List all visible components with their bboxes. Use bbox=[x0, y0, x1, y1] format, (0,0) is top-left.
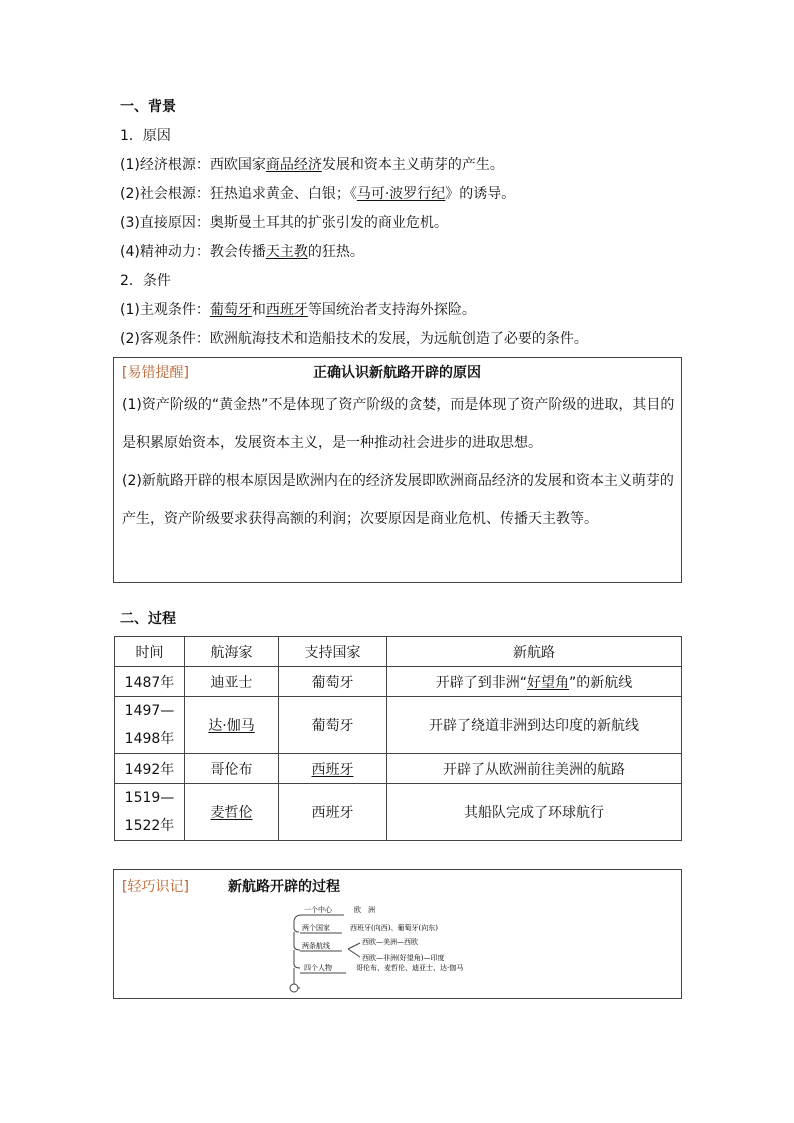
tip-title: 正确认识新航路开辟的原因 bbox=[313, 365, 481, 381]
memo-tag: [轻巧识记] bbox=[122, 879, 189, 895]
table-row bbox=[115, 784, 682, 841]
section-heading-process: 二、过程 bbox=[120, 611, 176, 627]
cell-country: 西班牙 bbox=[279, 754, 387, 784]
table-row bbox=[115, 754, 682, 784]
header-route: 新航路 bbox=[387, 637, 682, 667]
cell-route: 开辟了绕道非洲到达印度的新航线 bbox=[387, 697, 682, 754]
voyages-table bbox=[114, 636, 682, 841]
mind-map-node-value: 西班牙(向西)、葡萄牙(向东) bbox=[350, 924, 438, 932]
mind-map-diagram bbox=[114, 870, 681, 998]
mind-map-node-label: 两个国家 bbox=[302, 924, 330, 932]
mind-map-node-value: 欧 洲 bbox=[354, 906, 375, 914]
cell-country: 西班牙 bbox=[279, 784, 387, 841]
mind-map-node-label: 一个中心 bbox=[304, 906, 332, 914]
mind-map-node-label: 四个人物 bbox=[304, 964, 332, 972]
condition-line-1: (1)主观条件：葡萄牙和西班牙等国统治者支持海外探险。 bbox=[120, 302, 476, 318]
header-country: 支持国家 bbox=[279, 637, 387, 667]
reason-line-2: (2)社会根源：狂热追求黄金、白银；《马可·波罗行纪》的诱导。 bbox=[120, 186, 516, 202]
tip-tag: [易错提醒] bbox=[122, 365, 189, 381]
reason-line-4: (4)精神动力：教会传播天主教的狂热。 bbox=[120, 244, 364, 260]
mind-map-node-value: 哥伦布、麦哲伦、迪亚士、达·伽马 bbox=[356, 964, 464, 972]
cell-navigator: 迪亚士 bbox=[185, 667, 279, 697]
table-row bbox=[115, 667, 682, 697]
cell-time: 1497—1498年 bbox=[115, 697, 185, 754]
mind-map-root bbox=[290, 984, 298, 992]
subheading-reasons: 1．原因 bbox=[120, 128, 171, 144]
tip-box bbox=[113, 357, 682, 583]
table-header-row bbox=[115, 637, 682, 667]
reason-line-1: (1)经济根源：西欧国家商品经济发展和资本主义萌芽的产生。 bbox=[120, 157, 504, 173]
memo-title: 新航路开辟的过程 bbox=[228, 879, 340, 895]
cell-navigator: 哥伦布 bbox=[185, 754, 279, 784]
cell-navigator: 麦哲伦 bbox=[185, 784, 279, 841]
reason-line-3: (3)直接原因：奥斯曼土耳其的扩张引发的商业危机。 bbox=[120, 215, 448, 231]
cell-route: 其船队完成了环球航行 bbox=[387, 784, 682, 841]
cell-country: 葡萄牙 bbox=[279, 667, 387, 697]
table-row bbox=[115, 697, 682, 754]
mind-map-route: 西欧—美洲—西欧 bbox=[362, 938, 418, 946]
condition-line-2: (2)客观条件：欧洲航海技术和造船技术的发展，为远航创造了必要的条件。 bbox=[120, 331, 588, 347]
section-heading-background: 一、背景 bbox=[120, 99, 176, 115]
tip-paragraph-2: (2)新航路开辟的根本原因是欧洲内在的经济发展即欧洲商品经济的发展和资本主义萌芽的产生，资产阶级要求获得高额的利润；次要原因是商业危机、传播天主教等。 bbox=[122, 473, 674, 527]
tip-paragraph-1: (1)资产阶级的“黄金热”不是体现了资产阶级的贪婪，而是体现了资产阶级的进取，其目的是积累原始资本，发展资本主义，是一种推动社会进步的进取思想。 bbox=[122, 397, 675, 451]
mind-map-node-label: 两条航线 bbox=[302, 942, 330, 950]
header-time: 时间 bbox=[115, 637, 185, 667]
cell-route: 开辟了从欧洲前往美洲的航路 bbox=[387, 754, 682, 784]
cell-time: 1519—1522年 bbox=[115, 784, 185, 841]
mind-map-route: 西欧—非洲(好望角)—印度 bbox=[362, 954, 445, 962]
cell-time: 1492年 bbox=[115, 754, 185, 784]
cell-country: 葡萄牙 bbox=[279, 697, 387, 754]
header-navigator: 航海家 bbox=[185, 637, 279, 667]
subheading-conditions: 2．条件 bbox=[120, 273, 171, 289]
cell-navigator: 达·伽马 bbox=[185, 697, 279, 754]
cell-time: 1487年 bbox=[115, 667, 185, 697]
memo-box bbox=[113, 869, 682, 999]
cell-route: 开辟了到非洲“好望角”的新航线 bbox=[387, 667, 682, 697]
